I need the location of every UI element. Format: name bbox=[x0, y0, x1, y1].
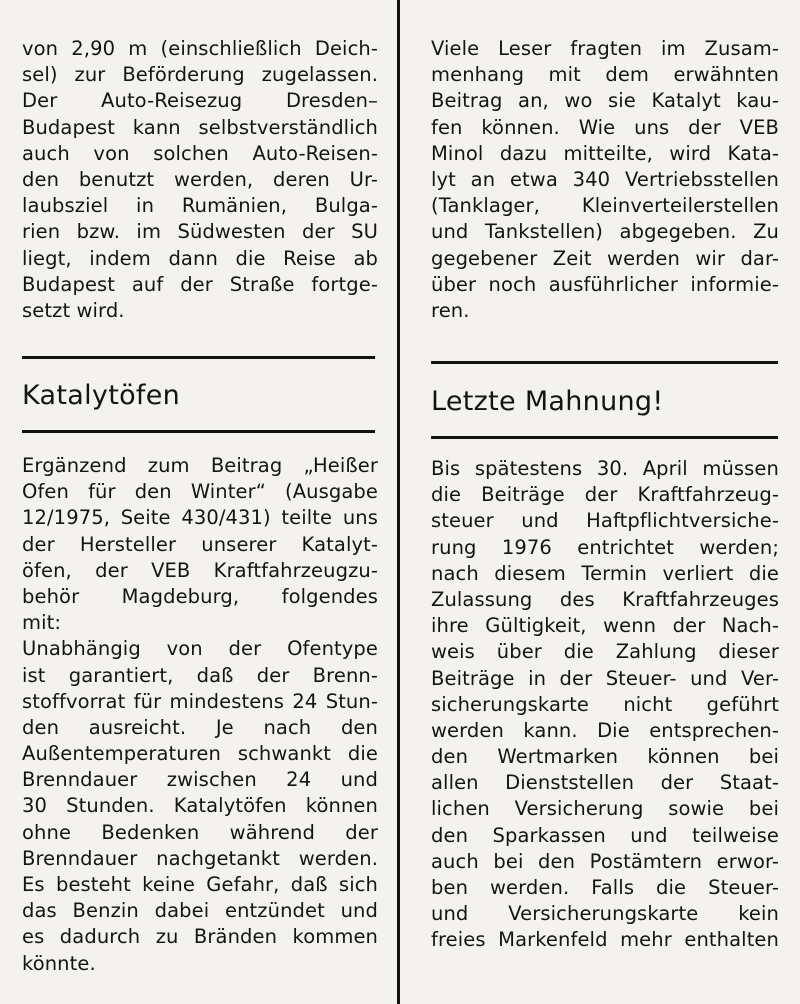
text-line: nach diesem Termin verliert die bbox=[431, 561, 779, 585]
text-line: ren. bbox=[431, 298, 470, 322]
text-line: Zulassung des Kraftfahrzeuges bbox=[431, 587, 779, 611]
text-line: behör Magdeburg, folgendes bbox=[22, 584, 378, 608]
text-line: Es besteht keine Gefahr, daß sich bbox=[22, 873, 378, 896]
section-rule bbox=[22, 430, 375, 433]
text-line: Minol dazu mitteilte, wird Kata- bbox=[431, 141, 779, 165]
text-line: ihre Gültigkeit, wenn der Nach- bbox=[431, 614, 779, 638]
text-line: Beiträge in der Steuer- und Ver- bbox=[431, 666, 779, 690]
text-line: 12/1975, Seite 430/431) teilte uns bbox=[22, 506, 378, 530]
text-line: der Hersteller unserer Katalyt- bbox=[22, 532, 378, 556]
text-line: setzt wird. bbox=[22, 298, 125, 322]
text-line: den Wertmarken können bei bbox=[431, 745, 779, 769]
text-line: auch von solchen Auto-Reisen- bbox=[22, 141, 378, 165]
text-line: über noch ausführlicher informie- bbox=[431, 272, 779, 296]
text-line: rung 1976 entrichtet werden; bbox=[431, 535, 779, 559]
text-line: rien bzw. im Südwesten der SU bbox=[22, 220, 378, 244]
text-line: sel) zur Beförderung zugelassen. bbox=[22, 63, 378, 87]
text-line: den ausreicht. Je nach den bbox=[22, 715, 378, 739]
text-line: Beitrag an, wo sie Katalyt kau- bbox=[431, 89, 779, 113]
section-rule bbox=[22, 356, 375, 359]
right-column bbox=[431, 36, 779, 324]
text-line: Ofen für den Winter“ (Ausgabe bbox=[22, 480, 378, 504]
text-line: lyt an etwa 340 Vertriebsstellen bbox=[431, 167, 779, 191]
text-line: die Beiträge der Kraftfahrzeug- bbox=[431, 483, 779, 507]
text-line: ben werden. Falls die Steuer- bbox=[431, 876, 779, 899]
section-rule bbox=[431, 436, 778, 439]
text-line: Budapest kann selbstverständlich bbox=[22, 115, 378, 139]
text-line: sicherungskarte nicht geführt bbox=[431, 692, 779, 716]
text-line: von 2,90 m (einschließlich Deich- bbox=[22, 37, 378, 60]
text-line: menhang mit dem erwähnten bbox=[431, 63, 779, 87]
text-line: könnte. bbox=[22, 951, 96, 975]
section-heading: Letzte Mahnung! bbox=[431, 386, 664, 417]
text-line: steuer und Haftpflichtversiche- bbox=[431, 509, 779, 533]
text-line: und Tankstellen) abgegeben. Zu bbox=[431, 220, 779, 244]
text-line: stoffvorrat für mindestens 24 Stun- bbox=[22, 689, 378, 713]
text-line: auch bei den Postämtern erwor- bbox=[431, 849, 779, 873]
text-line: liegt, indem dann die Reise ab bbox=[22, 246, 378, 270]
text-line: weis über die Zahlung dieser bbox=[431, 640, 779, 664]
text-line: ohne Bedenken während der bbox=[22, 820, 378, 844]
text-line: den benutzt werden, deren Ur- bbox=[22, 167, 378, 191]
text-line: Ergänzend zum Beitrag „Heißer bbox=[22, 454, 378, 477]
text-line: lichen Versicherung sowie bei bbox=[431, 797, 779, 821]
text-line: laubsziel in Rumänien, Bulga- bbox=[22, 194, 378, 218]
text-line: Der Auto-Reisezug Dresden– bbox=[22, 89, 378, 113]
text-line: Viele Leser fragten im Zusam- bbox=[431, 37, 779, 60]
text-line: Außentemperaturen schwankt die bbox=[22, 742, 378, 766]
text-line: Brenndauer nachgetankt werden. bbox=[22, 846, 378, 870]
text-line: öfen, der VEB Kraftfahrzeugzu- bbox=[22, 558, 378, 582]
text-line: Bis spätestens 30. April müssen bbox=[431, 457, 779, 480]
text-line: Budapest auf der Straße fortge- bbox=[22, 272, 378, 296]
section-rule bbox=[431, 361, 778, 364]
text-line: mit: bbox=[22, 611, 62, 635]
text-line: ist garantiert, daß der Brenn- bbox=[22, 663, 378, 687]
text-line: und Versicherungskarte kein bbox=[431, 902, 779, 926]
right-article-body bbox=[431, 456, 779, 954]
text-line: fen können. Wie uns der VEB bbox=[431, 115, 779, 139]
text-line: 30 Stunden. Katalytöfen können bbox=[22, 794, 378, 818]
text-line: werden kann. Die entsprechen- bbox=[431, 718, 779, 742]
section-heading: Katalytöfen bbox=[22, 380, 181, 411]
column-divider bbox=[397, 0, 400, 1004]
text-line: gegebener Zeit werden wir dar- bbox=[431, 246, 779, 270]
left-column bbox=[22, 36, 378, 324]
text-line: den Sparkassen und teilweise bbox=[431, 823, 779, 847]
text-line: freies Markenfeld mehr enthalten bbox=[431, 928, 779, 952]
text-line: das Benzin dabei entzündet und bbox=[22, 899, 378, 923]
text-line: es dadurch zu Bränden kommen bbox=[22, 925, 378, 949]
text-line: allen Dienststellen der Staat- bbox=[431, 771, 779, 795]
text-line: (Tanklager, Kleinverteilerstellen bbox=[431, 194, 779, 218]
left-article-body bbox=[22, 453, 378, 977]
text-line: Unabhängig von der Ofentype bbox=[22, 637, 378, 661]
text-line: Brenndauer zwischen 24 und bbox=[22, 768, 378, 792]
